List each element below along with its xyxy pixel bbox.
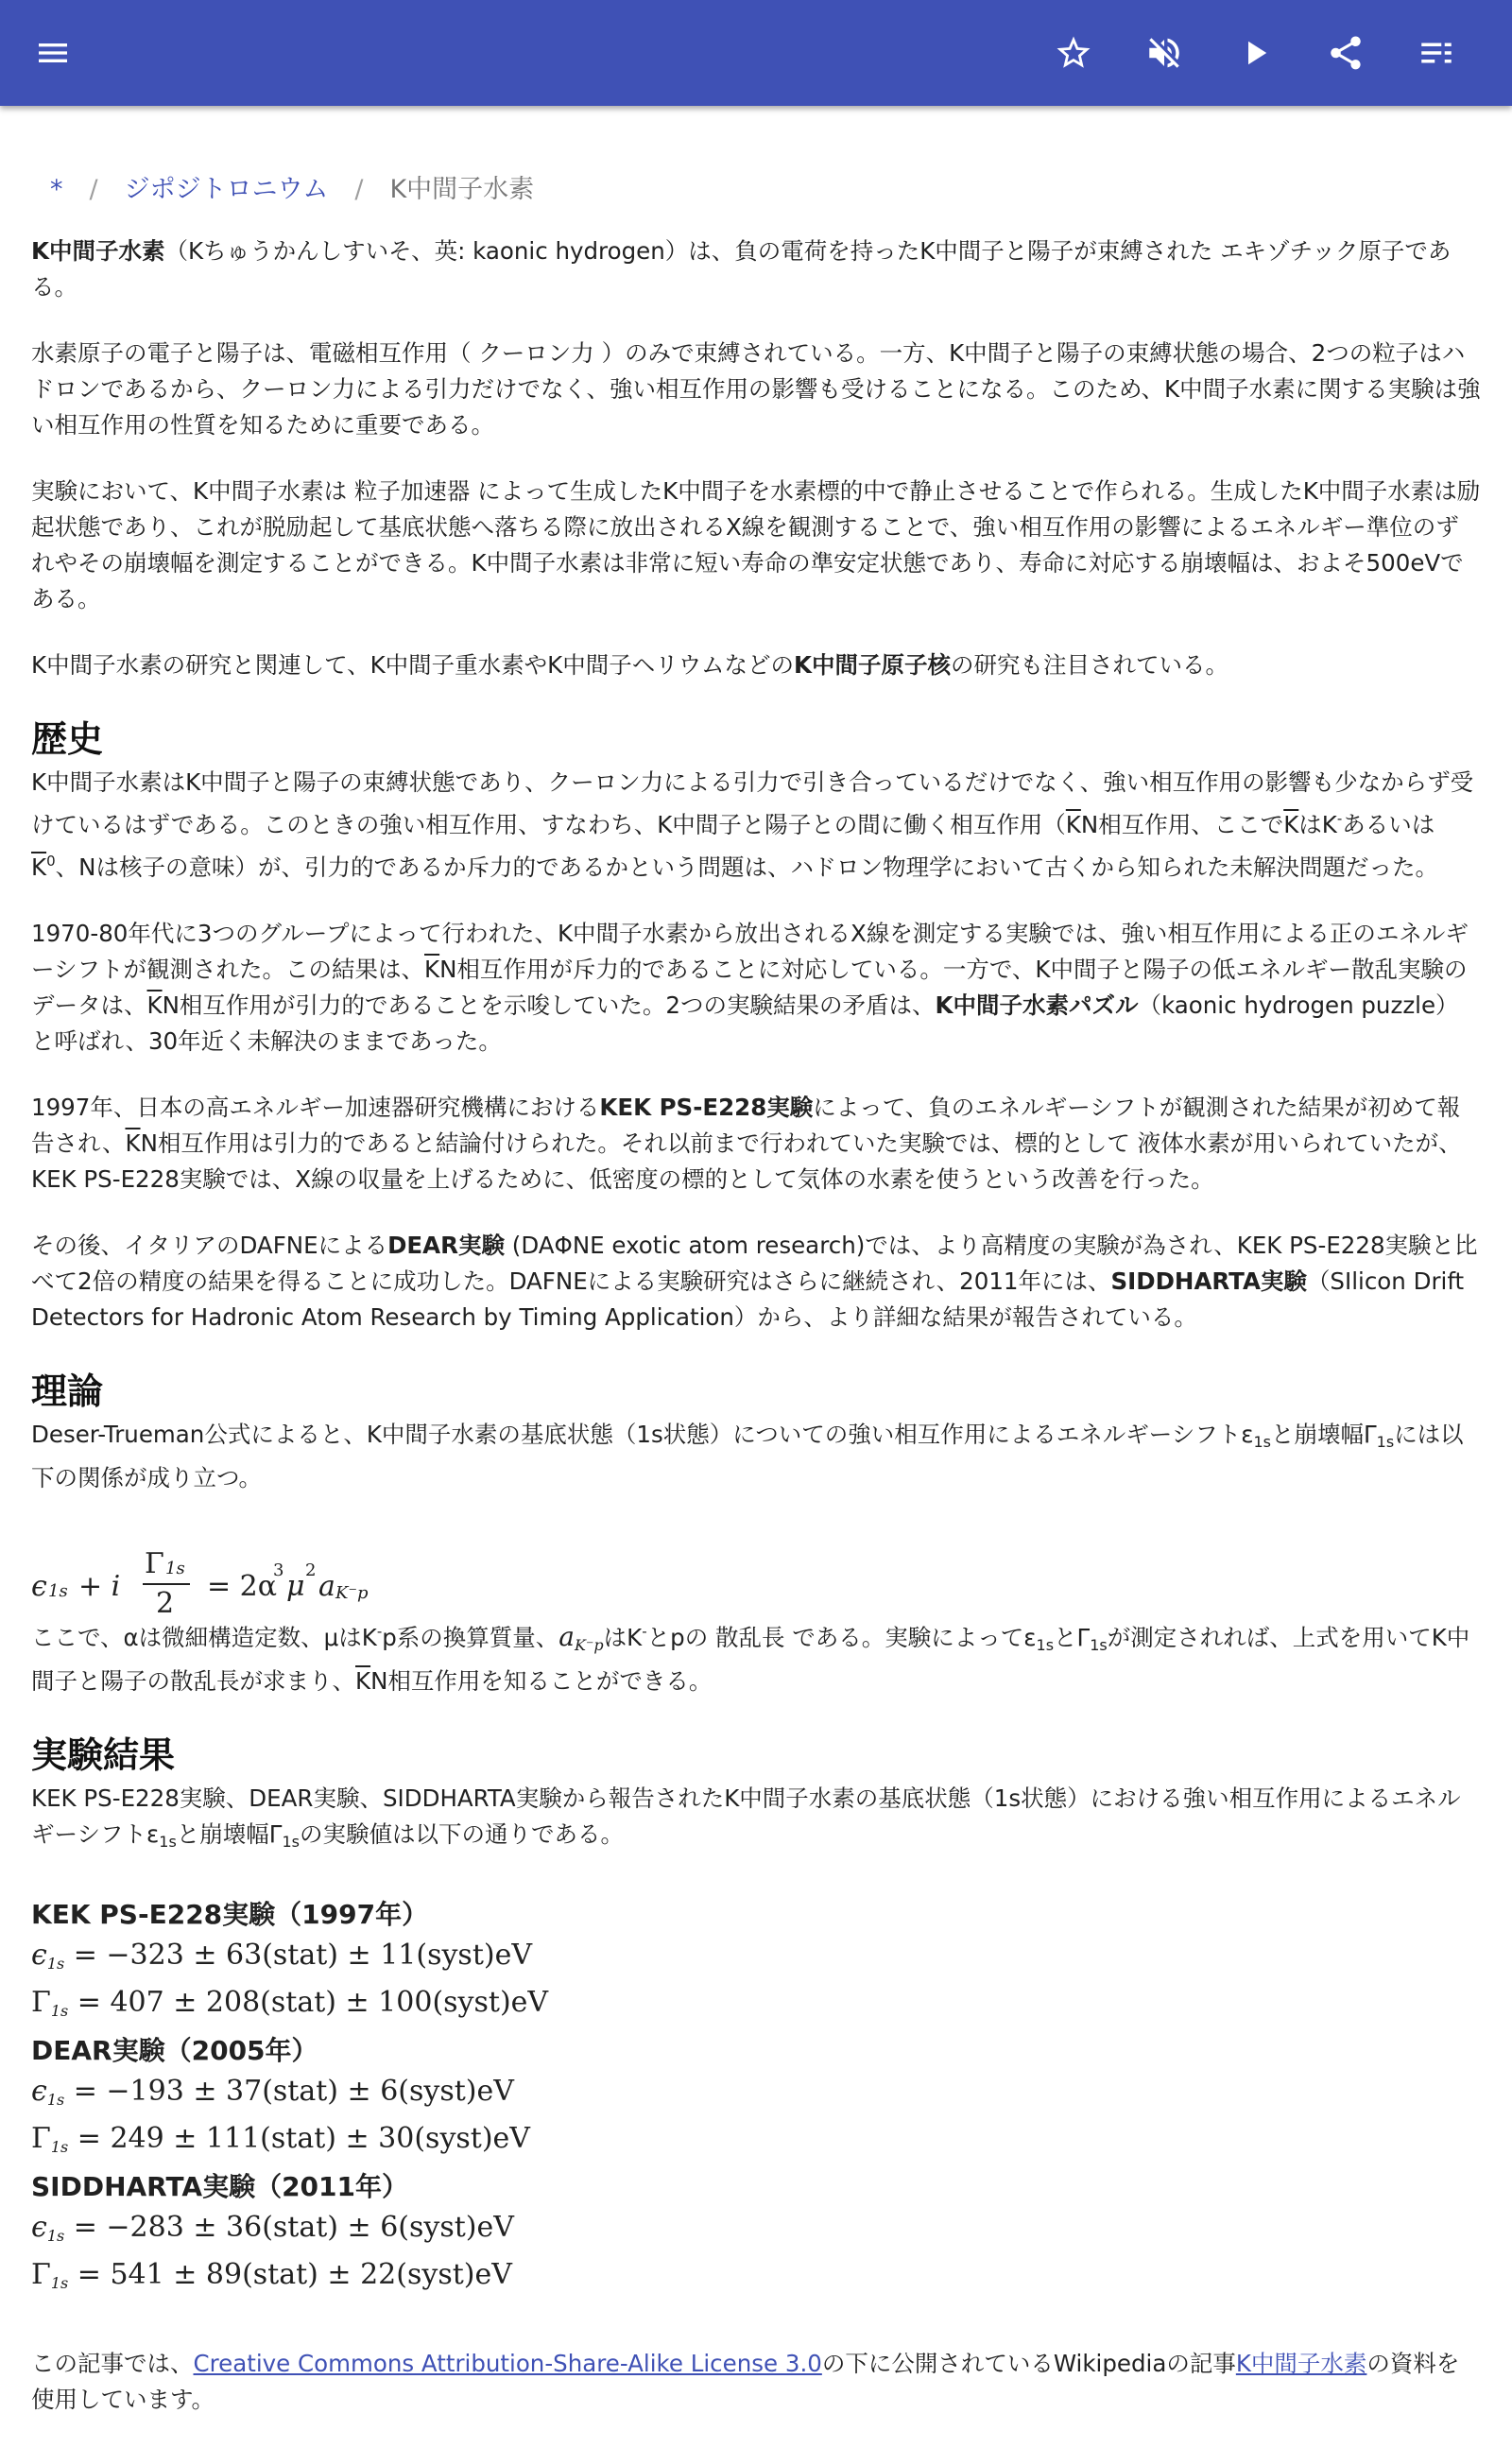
- experiment-gamma: $\Gamma_{1s} = 407$ ± 208(stat) ± 100(syst)eV: [31, 1986, 549, 2020]
- math-a: a: [558, 1621, 575, 1652]
- formula-subscript: 1s: [48, 1581, 68, 1601]
- text: はK: [603, 1624, 643, 1651]
- text: によって、負のエネルギーシフトが観測された結果が初めて報告され、: [31, 1094, 1461, 1157]
- experiment-epsilon: $\epsilon_{1s} = -193$ ± 37(stat) ± 6(syst)eV: [31, 2075, 514, 2109]
- experiment-title: KEK PS-E228実験（1997年）: [31, 1899, 429, 1930]
- subscript: 1s: [282, 1833, 300, 1851]
- breadcrumb-home-link[interactable]: *: [50, 175, 63, 204]
- experiment-results: [31, 1894, 1482, 2302]
- text: ここで、αは微細構造定数、μはK: [31, 1624, 377, 1651]
- epsilon-value: = −283 ± 36(stat) ± 6(syst)eV: [73, 2211, 514, 2244]
- formula-superscript: 2: [305, 1560, 317, 1580]
- text: N相互作用が斥力的であることに対応している。一方で、K中間子と陽子の低エネルギー散乱実験のデータは、: [31, 956, 1468, 1019]
- bold-term: K中間子水素パズル: [935, 991, 1139, 1019]
- text: K中間子水素の研究と関連して、K中間子重水素やK中間子ヘリウムなどの: [31, 651, 794, 679]
- subscript: 1s: [1253, 1433, 1272, 1451]
- theory-paragraph-2: [31, 1613, 1482, 1699]
- kbar: $\overline{K}$: [1283, 811, 1299, 838]
- license-link[interactable]: Creative Commons Attribution-Share-Alike License 3.0: [193, 2350, 822, 2377]
- epsilon-value: = −193 ± 37(stat) ± 6(syst)eV: [73, 2075, 514, 2108]
- kbar: $\overline{K}$: [31, 853, 47, 881]
- text: 1997年、日本の高エネルギー加速器研究機構における: [31, 1094, 600, 1121]
- formula-superscript: 3: [273, 1560, 284, 1580]
- breadcrumb: [50, 168, 1482, 205]
- theory-paragraph-1: [31, 1417, 1482, 1496]
- text: この記事では、: [31, 2350, 194, 2377]
- results-paragraph: [31, 1781, 1482, 1860]
- formula-epsilon: ϵ: [31, 1570, 47, 1603]
- text: 、Nは核子の意味）が、引力的であるか斥力的であるかという問題は、ハドロン物理学において古くから知られた未解決問題だった。: [55, 853, 1438, 881]
- history-paragraph-2: [31, 916, 1482, 1060]
- subscript: K⁻p: [575, 1636, 604, 1654]
- text: が測定されれば、上式を用いてK中間子と陽子の散乱長が求まり、: [31, 1624, 1470, 1695]
- gamma-value: = 249 ± 111(stat) ± 30(syst)eV: [77, 2122, 530, 2155]
- text: と崩壊幅Γ: [1271, 1421, 1377, 1448]
- subscript: 1s: [159, 1833, 177, 1851]
- bold-term: KEK PS-E228実験: [599, 1094, 814, 1121]
- star-outline-icon[interactable]: [1047, 26, 1100, 79]
- text: 1970-80年代に3つのグループによって行われた、K中間子水素から放出されるX線を測定する実験では、強い相互作用による正のエネルギーシフトが観測された。この結果は、: [31, 920, 1469, 983]
- text: の研究も注目されている。: [950, 651, 1228, 679]
- play-icon[interactable]: [1228, 26, 1281, 79]
- kbar: $\overline{K}$: [1065, 811, 1081, 838]
- source-article-link[interactable]: K中間子水素: [1235, 2350, 1367, 2377]
- breadcrumb-separator: /: [354, 175, 364, 204]
- subscript: 1s: [1090, 1636, 1108, 1654]
- text: N相互作用は引力的であると結論付けられた。それ以前まで行われていた実験では、標的として 液体水素が用いられていたが、KEK PS-E228実験では、X線の収量を上げるために、低密度の標的として気体の水素を使うという改善を行った。: [31, 1129, 1462, 1193]
- text: の実験値は以下の通りである。: [299, 1820, 624, 1848]
- kbar: $\overline{K}$: [424, 956, 440, 983]
- experiment-epsilon: $\epsilon_{1s} = -323$ ± 63(stat) ± 11(syst)eV: [31, 1939, 533, 1973]
- text: N相互作用が引力的であることを示唆していた。2つの実験結果の矛盾は、: [162, 991, 936, 1019]
- experiment-epsilon: $\epsilon_{1s} = -283$ ± 36(stat) ± 6(syst)eV: [31, 2211, 514, 2245]
- superscript: -: [376, 1623, 383, 1640]
- kbar: $\overline{K}$: [146, 991, 163, 1019]
- volume-off-icon[interactable]: [1138, 26, 1191, 79]
- paragraph: 実験において、K中間子水素は 粒子加速器 によって生成したK中間子を水素標的中で静止させることで作られる。生成したK中間子水素は励起状態であり、これが脱励起して基底状態へ落ちる際に放出されるX線を観測することで、強い相互作用の影響によるエネルギー準位のずれやその崩壊幅を測定することができる。K中間子水素は非常に短い寿命の準安定状態であり、寿命に対応する崩壊幅は、およそ500eVである。: [31, 477, 1481, 612]
- kbar: $\overline{K}$: [355, 1667, 371, 1695]
- text: Deser-Trueman公式によると、K中間子水素の基底状態（1s状態）についての強い相互作用によるエネルギーシフトε: [31, 1421, 1254, 1448]
- history-paragraph-3: [31, 1090, 1482, 1198]
- text: N相互作用を知ることができる。: [370, 1667, 713, 1695]
- text: の下に公開されているWikipediaの記事: [821, 2350, 1236, 2377]
- text: N相互作用、ここで: [1080, 811, 1284, 838]
- bold-term: K中間子原子核: [793, 651, 951, 679]
- formula-rhs: = 2α: [207, 1570, 278, 1603]
- bold-term: DEAR実験: [387, 1232, 505, 1259]
- formula-mu: μ: [286, 1570, 305, 1603]
- superscript: 0: [46, 853, 56, 870]
- section-heading-history: 歴史: [31, 718, 104, 760]
- formula-denominator: 2: [156, 1587, 175, 1620]
- text: （SIlicon Drift Detectors for Hadronic Atom Research by Timing Application）から、より詳細な結果が報告されている。: [31, 1267, 1465, 1331]
- article-content: [31, 161, 1482, 2448]
- deser-trueman-formula: [31, 1547, 1482, 1620]
- text: には以下の関係が成り立つ。: [31, 1421, 1464, 1491]
- breadcrumb-current: K中間子水素: [389, 175, 535, 204]
- formula-subscript: 1s: [165, 1559, 185, 1578]
- text: と崩壊幅Γ: [176, 1820, 283, 1848]
- formula-gamma: Γ: [145, 1547, 164, 1580]
- superscript: -: [642, 1623, 647, 1640]
- text: KEK PS-E228実験、DEAR実験、SIDDHARTA実験から報告されたK中間子水素の基底状態（1s状態）における強い相互作用によるエネルギーシフトε: [31, 1784, 1461, 1848]
- text: K中間子水素はK中間子と陽子の束縛状態であり、クーロン力による引力で引き合っているだけでなく、強い相互作用の影響も少なからず受けているはずである。このときの強い相互作用、すなわち、K中間子と陽子との間に働く相互作用（: [31, 768, 1474, 838]
- subscript: 1s: [1036, 1636, 1055, 1654]
- bold-term: SIDDHARTA実験: [1110, 1267, 1307, 1295]
- experiment-gamma: $\Gamma_{1s} = 541$ ± 89(stat) ± 22(syst)eV: [31, 2258, 512, 2292]
- breadcrumb-separator: /: [89, 175, 98, 204]
- section-heading-theory: 理論: [31, 1371, 104, 1412]
- playlist-icon[interactable]: [1410, 26, 1463, 79]
- intro-paragraph: [31, 233, 1482, 305]
- superscript: -: [1336, 810, 1343, 827]
- text: (DAΦNE exotic atom research)では、より高精度の実験が為され、KEK PS-E228実験と比べて2倍の精度の結果を得ることに成功した。DAFNEによる実験研究はさらに継続され、2011年には、: [31, 1232, 1478, 1295]
- intro-term: K中間子水素: [31, 237, 165, 265]
- paragraph: 水素原子の電子と陽子は、電磁相互作用（ クーロン力 ）のみで束縛されている。一方、K中間子と陽子の束縛状態の場合、2つの粒子はハドロンであるから、クーロン力による引力だけでなく、強い相互作用の影響も受けることになる。このため、K中間子水素に関する実験は強い相互作用の性質を知るために重要である。: [31, 339, 1481, 439]
- formula-plus-i: + i: [78, 1570, 121, 1603]
- license-footer: [31, 2346, 1482, 2418]
- gamma-value: = 407 ± 208(stat) ± 100(syst)eV: [77, 1986, 549, 2019]
- experiment-title: SIDDHARTA実験（2011年）: [31, 2171, 409, 2202]
- text: はK: [1298, 811, 1337, 838]
- share-icon[interactable]: [1319, 26, 1372, 79]
- breadcrumb-parent-link[interactable]: ジポジトロニウム: [124, 175, 329, 204]
- history-paragraph-4: [31, 1228, 1482, 1336]
- epsilon-value: = −323 ± 63(stat) ± 11(syst)eV: [73, 1939, 533, 1972]
- text: とpの 散乱長 である。実験によってε: [646, 1624, 1037, 1651]
- text: （kaonic hydrogen puzzle）と呼ばれ、30年近く未解決のままであった。: [31, 991, 1459, 1055]
- text: その後、イタリアのDAFNEによる: [31, 1232, 388, 1259]
- formula-subscript: K⁻p: [335, 1583, 369, 1603]
- menu-icon[interactable]: [26, 26, 79, 79]
- experiment-title: DEAR実験（2005年）: [31, 2035, 318, 2066]
- history-paragraph-1: [31, 765, 1482, 886]
- formula-a: a: [318, 1570, 335, 1603]
- paragraph: [31, 647, 1482, 683]
- text: の資料を使用しています。: [31, 2350, 1460, 2413]
- gamma-value: = 541 ± 89(stat) ± 22(syst)eV: [77, 2258, 512, 2291]
- fraction-bar: [143, 1583, 190, 1585]
- text: あるいは: [1342, 811, 1435, 838]
- app-bar: [0, 0, 1512, 106]
- intro-text: （Kちゅうかんしすいそ、英: kaonic hydrogen）は、負の電荷を持ったK中間子と陽子が束縛された エキゾチック原子である。: [31, 237, 1452, 301]
- section-heading-results: 実験結果: [31, 1734, 176, 1776]
- kbar: $\overline{K}$: [125, 1129, 141, 1157]
- text: とΓ: [1054, 1624, 1091, 1651]
- subscript: 1s: [1376, 1433, 1395, 1451]
- text: p系の換算質量、: [382, 1624, 559, 1651]
- experiment-gamma: $\Gamma_{1s} = 249$ ± 111(stat) ± 30(syst)eV: [31, 2122, 530, 2156]
